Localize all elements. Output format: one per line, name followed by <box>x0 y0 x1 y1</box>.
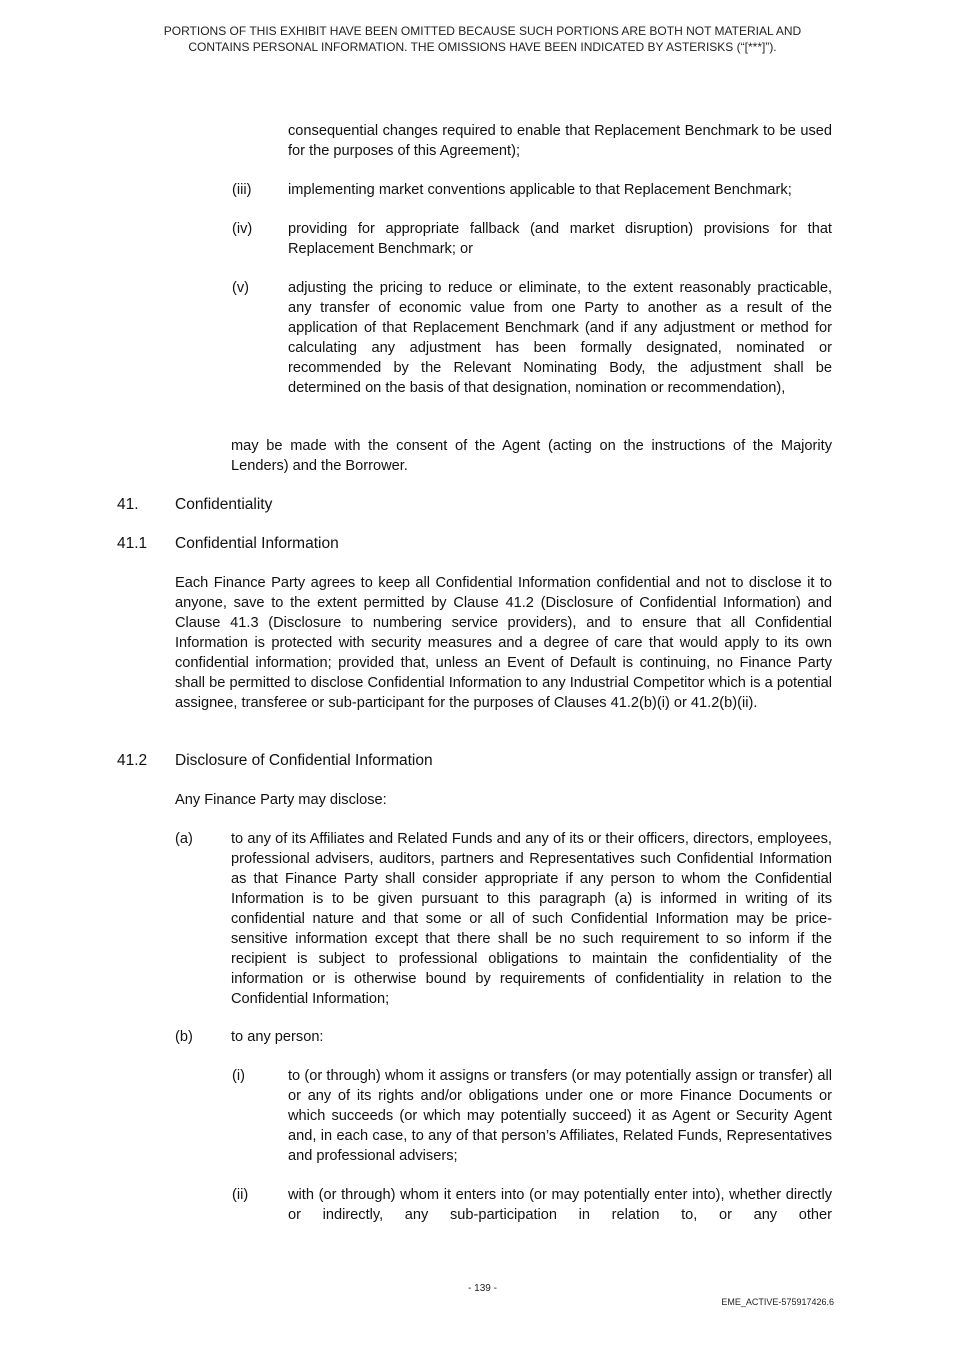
clause-41-2-number: 41.2 <box>117 752 148 769</box>
sub-item-ii-text: with (or through) whom it enters into (or may potentially enter into), whether directly or indirectly, any sub-participation in relation to, or any other <box>288 1187 832 1223</box>
clause-41-2-title: Disclosure of Confidential Information <box>175 752 433 769</box>
sub-item-ii-number: (ii) <box>232 1187 249 1203</box>
sub-item-i-number: (i) <box>232 1068 245 1084</box>
clause-41-1-body: Each Finance Party agrees to keep all Confidential Information confidential and not to disclose it to anyone, save to the extent permitted by Clause 41.2 (Disclosure of Confidential Information) and Clause 41.3 (Disclosure to numbering service providers), and to ensure that all Confidential Information is protected with security measures and a degree of care that would apply to its own confidential information; provided that, unless an Event of Default is continuing, no Finance Party shall be permitted to disclose Confidential Information to any Industrial Competitor which is a potential assignee, transferee or sub-participant for the purposes of Clauses 41.2(b)(i) or 41.2(b)(ii). <box>175 575 832 711</box>
item-number-iii: (iii) <box>232 182 252 198</box>
header-line-1: PORTIONS OF THIS EXHIBIT HAVE BEEN OMITTED BECAUSE SUCH PORTIONS ARE BOTH NOT MATERIAL AND <box>163 24 802 38</box>
item-number-v: (v) <box>232 280 250 296</box>
clause-41-1-number: 41.1 <box>117 535 148 552</box>
continued-text: consequential changes required to enable that Replacement Benchmark to be used for the purposes of this Agreement); <box>288 123 832 159</box>
section-number: 41. <box>117 496 139 513</box>
page-number: - 139 - <box>468 1283 497 1294</box>
document-reference: EME_ACTIVE-575917426.6 <box>721 1297 834 1307</box>
closing-text: may be made with the consent of the Agent (acting on the instructions of the Majority Lenders) and the Borrower. <box>231 438 832 474</box>
clause-41-2-intro: Any Finance Party may disclose: <box>175 792 387 808</box>
header-line-2: CONTAINS PERSONAL INFORMATION. THE OMISSIONS HAVE BEEN INDICATED BY ASTERISKS (“[***]”). <box>188 40 777 54</box>
page-header <box>0 23 965 55</box>
item-text-iv: providing for appropriate fallback (and market disruption) provisions for that Replacement Benchmark; or <box>288 221 832 257</box>
section-title: Confidentiality <box>175 496 273 513</box>
item-text-iii: implementing market conventions applicable to that Replacement Benchmark; <box>288 182 792 198</box>
paragraph-b-text: to any person: <box>231 1029 324 1045</box>
clause-41-1-title: Confidential Information <box>175 535 339 552</box>
paragraph-b-number: (b) <box>175 1029 193 1045</box>
item-text-v: adjusting the pricing to reduce or eliminate, to the extent reasonably practicable, any transfer of economic value from one Party to another as a result of the application of that Replacement Benchmark (and if any adjustment or method for calculating any adjustment has been formally designated, nominated or recommended by the Relevant Nominating Body, the adjustment shall be determined on the basis of that designation, nomination or recommendation), <box>288 280 832 396</box>
item-number-iv: (iv) <box>232 221 253 237</box>
sub-item-i-text: to (or through) whom it assigns or transfers (or may potentially assign or transfer) all or any of its rights and/or obligations under one or more Finance Documents or which succeeds (or which may potentially succeed) it as Agent or Security Agent and, in each case, to any of that person’s Affiliates, Related Funds, Representatives and professional advisers; <box>288 1068 832 1164</box>
paragraph-a-text: to any of its Affiliates and Related Funds and any of its or their officers, directors, employees, professional advisers, auditors, partners and Representatives such Confidential Information as that Finance Party shall consider appropriate if any person to whom the Confidential Information is to be given pursuant to this paragraph (a) is informed in writing of its confidential nature and that some or all of such Confidential Information may be price-sensitive information except that there shall be no such requirement to so inform if the recipient is subject to professional obligations to maintain the confidentiality of the information or is otherwise bound by requirements of confidentiality in relation to the Confidential Information; <box>231 831 832 1007</box>
paragraph-a-number: (a) <box>175 831 193 847</box>
